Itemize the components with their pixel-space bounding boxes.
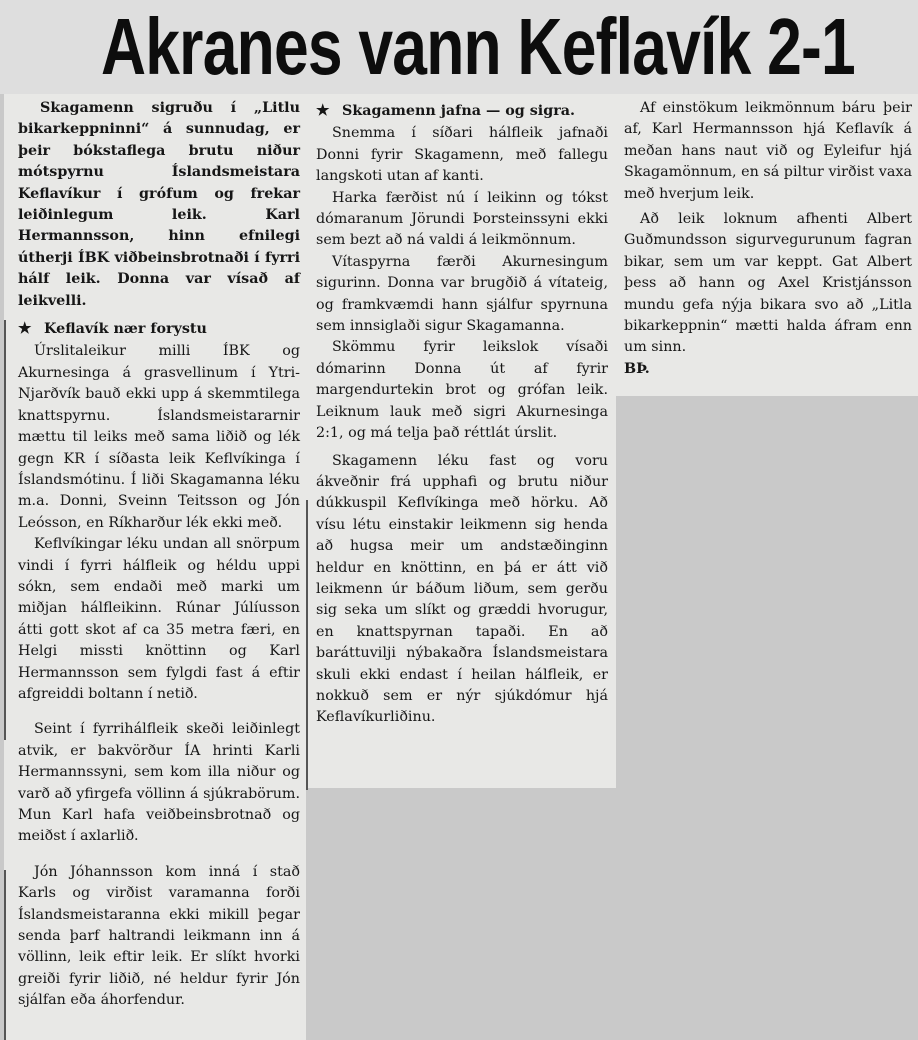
column-3 [616,94,918,396]
column-divider [306,500,308,790]
column-divider [4,870,6,1040]
lead-paragraph: Skagamenn sigruðu í „Litlu bikarkeppninni“ á sunnudag, er þeir bókstaflega brutu niður mótspyrnu Íslandsmeistara Keflavíkur í grófum og frekar leiðinlegum leik. Karl Hermannsson, hinn efnilegi útherji ÍBK viðbeinsbrotnaði í fyrri hálf leik. Donna var vísað af leikvelli. [18,100,300,309]
star-icon: ★ [18,319,32,338]
paragraph: Af einstökum leikmönnum báru þeir af, Karl Hermannsson hjá Keflavík á meðan hans naut við og Eyleifur hjá Skagamönnum, en sá piltur virðist vaxa með hverjum leik. [624,100,912,202]
signature: BÞ. [624,360,650,377]
star-icon: ★ [316,101,330,119]
column-1 [4,94,306,1040]
subhead-skagamenn [316,100,608,122]
paragraph: Vítaspyrna færði Akurnesingum sigurinn. Donna var brugðið á vítateig, og framkvæmdi hann sjálfur spyrnuna sem innsiglaði sigur Skagamanna. [316,253,608,335]
paragraph: Úrslitaleikur milli ÍBK og Akurnesinga á grasvellinum í Ytri-Njarðvík bauð ekki upp á skemmtilega knattspyrnu. Íslandsmeistararnir mættu til leiks með sama liðið og lék gegn KR í síðasta leik Keflvíkinga í Íslandsmótinu. Í liði Skagamanna léku m.a. Donni, Sveinn Teitsson og Jón Leósson, en Ríkharður lék ekki með. [18,343,300,531]
subhead-keflavik-text: Keflavík nær forystu [44,321,207,338]
paragraph: Að leik loknum afhenti Albert Guðmundsson sigurvegurunum fagran bikar, sem um var keppt. Gat Albert þess að hann og Axel Kristjánsson mundu gefa nýja bikara svo að „Litla bikarkeppnin“ mætti halda áfram enn um sinn. [624,211,912,356]
paragraph: Seint í fyrrihálfleik skeði leiðinlegt atvik, er bakvörður ÍA hrinti Karli Hermannssyni, sem kom illa niður og varð að yfirgefa völlinn á sjúkrabörum. Mun Karl hafa veiðbeinsbrotnað og meiðst í axlarlið. [18,721,301,845]
subhead-skagamenn-text: Skagamenn jafna — og sigra. [342,103,576,119]
paragraph: Skagamenn léku fast og voru ákveðnir frá upphafi og brutu niður dúkkuspil Keflvíkinga með hörku. Að vísu létu einstakir leikmenn sig henda að hugsa meir um andstæðinginn heldur en knöttinn, en þá er átt við leikmenn úr báðum liðum, sem gerðu sig seka um slíkt og græddi hvorugur, en knattspyrnan tapaði. En að baráttuvilji nýbakaðra Íslandsmeistara skuli ekki endast í heilan hálfleik, er nokkuð sem er nýr sjúkdómur hjá Keflavíkurliðinu. [316,452,608,726]
paragraph: Skömmu fyrir leikslok vísaði dómarinn Donna út af fyrir margendurtekin brot og grófan leik. Leiknum lauk með sigri Akurnesinga 2:1, og má telja það réttlát úrslit. [316,339,608,442]
paragraph: Snemma í síðari hálfleik jafnaði Donni fyrir Skagamenn, með fallegu langskoti utan af kanti. [316,125,608,185]
subhead-keflavik [18,318,300,340]
paragraph: Harka færðist nú í leikinn og tókst dómaranum Jörundi Þorsteinssyni ekki sem bezt að ná valdi á leikmönnum. [316,189,608,249]
paragraph: Keflvíkingar léku undan all snörpum vindi í fyrri hálfleik og héldu uppi sókn, sem endaði með marki um miðjan hálfleikinn. Rúnar Júlíusson átti gott skot af ca 35 metra færi, en Helgi missti knöttinn og Karl Hermannsson sem fylgdi fast á eftir afgreiddi boltann í netið. [18,536,300,702]
paragraph: Jón Jóhannsson kom inná í stað Karls og virðist varamanna forði Íslandsmeistaranna ekki mikill þegar senda þarf haltrandi leikmann inn á völlinn, leik eftir leik. Er slíkt hvorki greiði fyrir liðið, né heldur fyrir Jón sjálfan eða áhorfendur. [18,863,300,1009]
column-2 [306,94,616,788]
column-divider [4,320,6,740]
headline: Akranes vann Keflavík 2-1 [100,2,855,91]
